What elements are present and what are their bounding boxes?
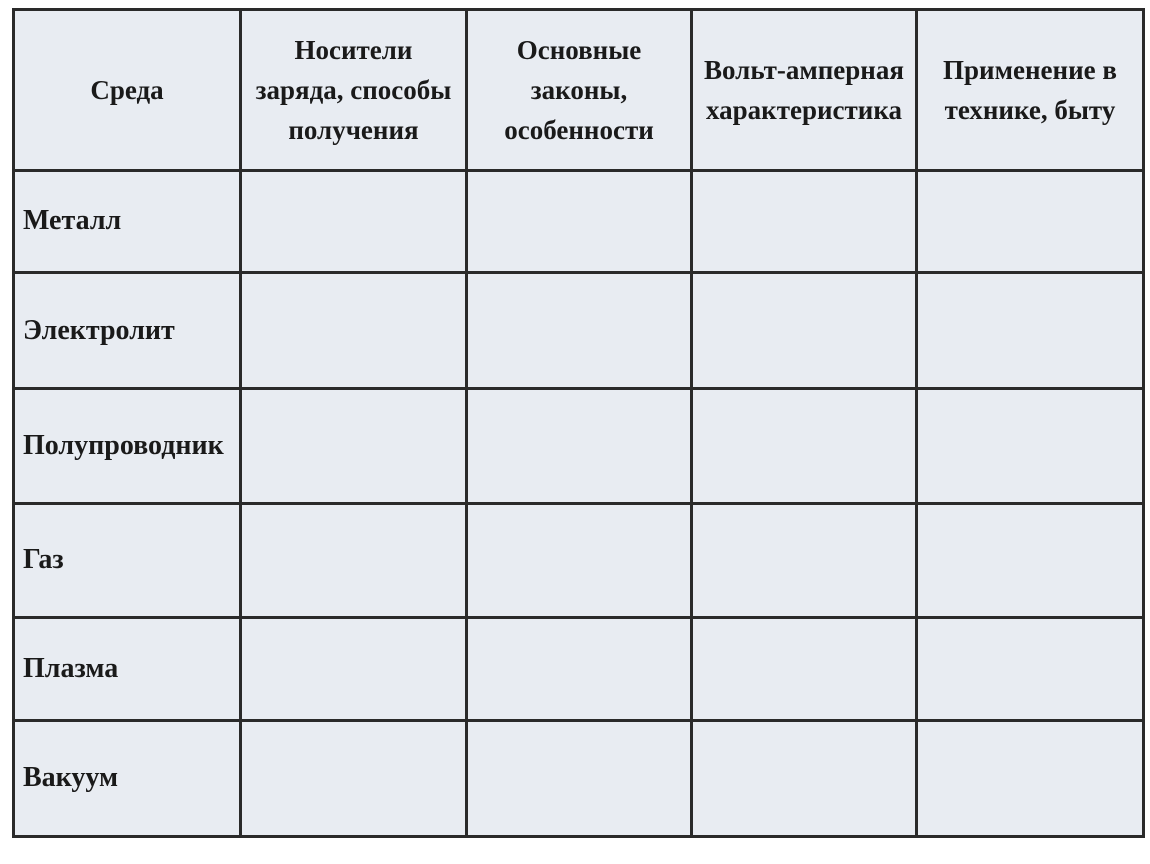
table-cell: [467, 720, 692, 836]
header-label: Носители заряда, способы получения: [255, 34, 452, 145]
table-row: [14, 503, 1144, 617]
row-label-metal: Металл: [14, 170, 241, 272]
header-label: Основные законы, особенности: [504, 34, 654, 145]
table-cell: [917, 170, 1144, 272]
table-row: [14, 720, 1144, 836]
table-cell: [241, 618, 467, 720]
table-cell: [917, 503, 1144, 617]
table-row: [14, 389, 1144, 503]
table-cell: [467, 170, 692, 272]
table-cell: [692, 272, 917, 388]
table-cell: [917, 389, 1144, 503]
header-label: Среда: [90, 74, 164, 105]
header-cell-iv-characteristic: [692, 10, 917, 171]
table-row: [14, 170, 1144, 272]
table-cell: [467, 272, 692, 388]
table-row: [14, 272, 1144, 388]
table-cell: [467, 389, 692, 503]
table-cell: [241, 170, 467, 272]
row-label-gas: Газ: [14, 503, 241, 617]
header-cell-laws: [467, 10, 692, 171]
table-cell: [241, 389, 467, 503]
table-cell: [692, 720, 917, 836]
table-cell: [467, 618, 692, 720]
table-header-row: [14, 10, 1144, 171]
table-row: [14, 618, 1144, 720]
row-label-vacuum: Вакуум: [14, 720, 241, 836]
row-label-plasma: Плазма: [14, 618, 241, 720]
row-label-electrolyte: Электролит: [14, 272, 241, 388]
header-cell-application: [917, 10, 1144, 171]
row-label-semiconductor: Полупроводник: [14, 389, 241, 503]
table-cell: [917, 720, 1144, 836]
conduction-table: [12, 8, 1145, 838]
table-cell: [917, 272, 1144, 388]
header-label: Применение в технике, быту: [943, 54, 1117, 125]
table-cell: [241, 503, 467, 617]
header-cell-carriers: [241, 10, 467, 171]
table-cell: [692, 389, 917, 503]
table-cell: [467, 503, 692, 617]
table-cell: [241, 720, 467, 836]
header-cell-medium: [14, 10, 241, 171]
table-cell: [692, 503, 917, 617]
table-cell: [692, 618, 917, 720]
table-cell: [917, 618, 1144, 720]
table-cell: [241, 272, 467, 388]
table-cell: [692, 170, 917, 272]
header-label: Вольт-амперная характеристика: [704, 54, 904, 125]
